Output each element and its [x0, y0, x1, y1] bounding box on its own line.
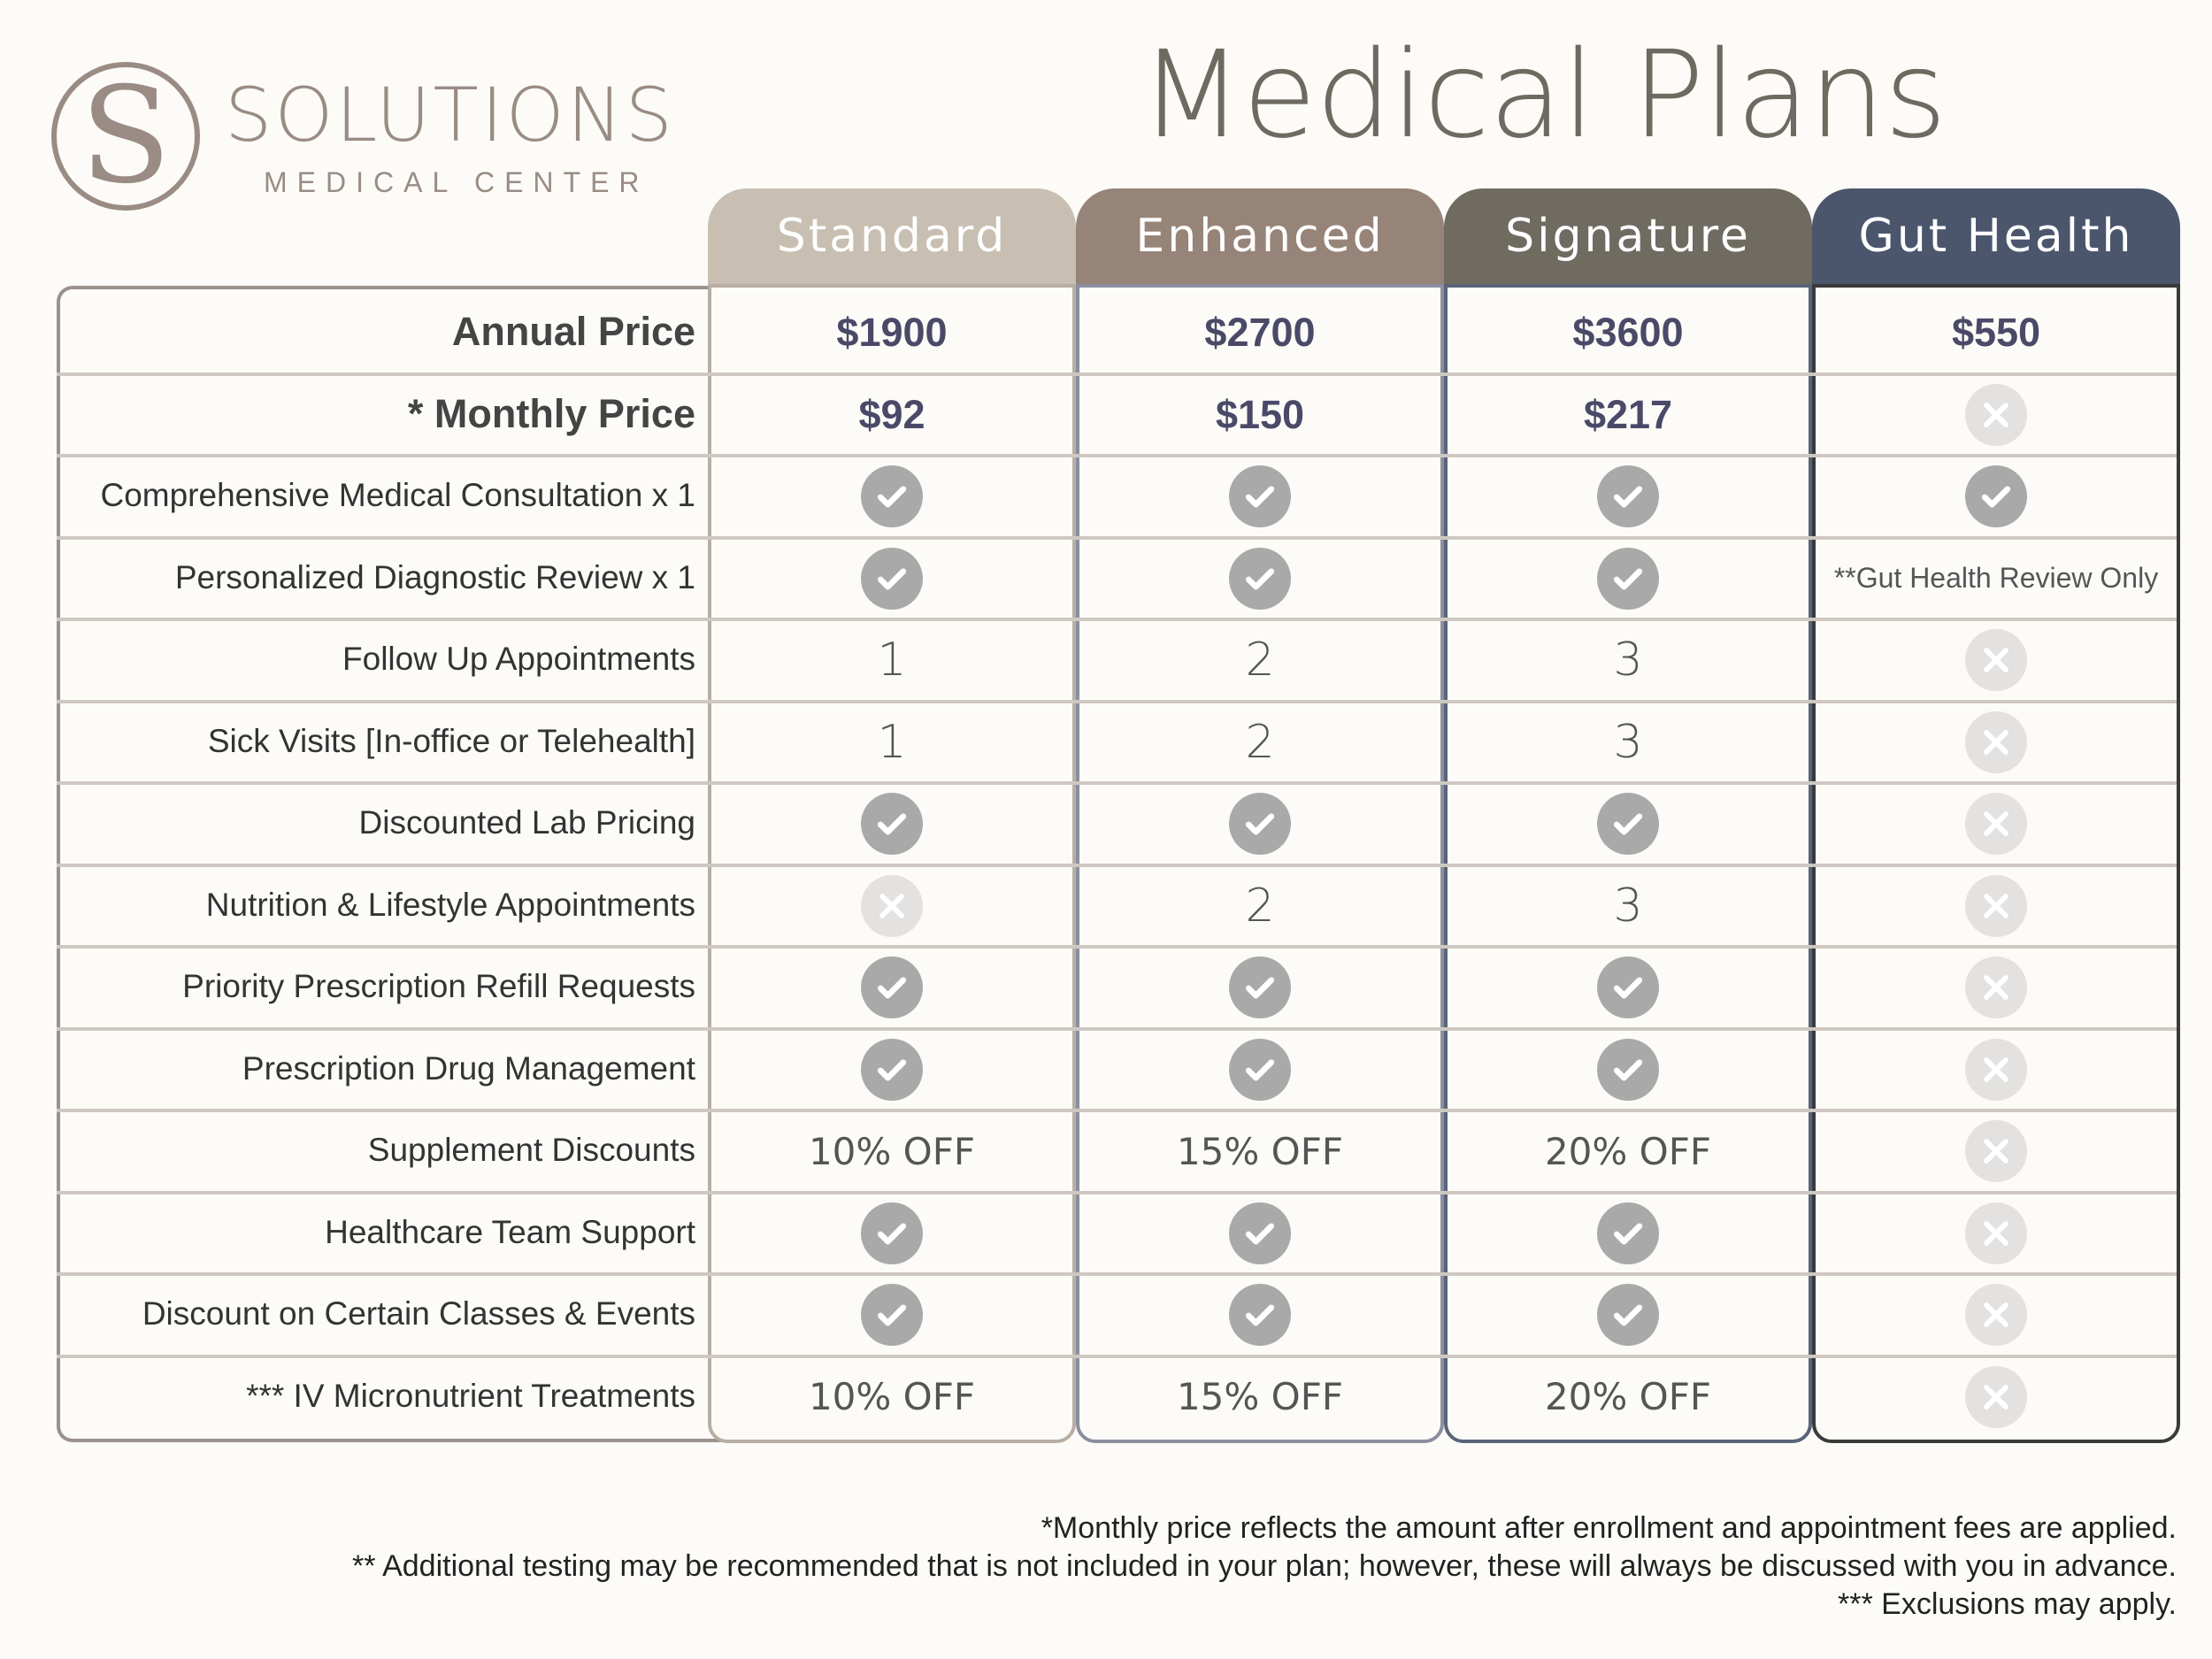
check-circle-icon	[861, 1039, 923, 1101]
plan-cell	[1076, 1193, 1444, 1275]
plan-cell	[1812, 1356, 2180, 1439]
check-circle-icon	[1229, 465, 1291, 527]
plan-cell	[708, 456, 1076, 538]
feature-label: Nutrition & Lifestyle Appointments	[205, 886, 695, 923]
check-circle-icon	[1597, 548, 1659, 610]
plan-cell	[1812, 1193, 2180, 1275]
plan-cell	[1076, 702, 1444, 784]
plan-cell	[1076, 1110, 1444, 1193]
x-circle-icon	[1965, 711, 2027, 773]
x-circle-icon	[1965, 1366, 2027, 1428]
x-circle-icon	[1965, 384, 2027, 446]
cell-value: 2	[1245, 879, 1275, 933]
cell-value: $217	[1583, 391, 1673, 437]
cell-value: $3600	[1572, 310, 1684, 356]
feature-label: Priority Prescription Refill Requests	[182, 968, 695, 1005]
cell-value: 1	[877, 634, 907, 687]
feature-label: Sick Visits [In-office or Telehealth]	[207, 722, 695, 759]
logo	[51, 58, 688, 227]
plan-cell	[1076, 374, 1444, 457]
footnote: ** Additional testing may be recommended that is not included in your plan; however, these will always be discussed with you in advance.	[352, 1549, 2177, 1583]
plan-cell	[708, 1356, 1076, 1439]
brand-subtitle: MEDICAL CENTER	[264, 166, 649, 198]
plan-cell	[1444, 702, 1812, 784]
x-circle-icon	[1965, 793, 2027, 855]
cell-value: $1900	[836, 310, 948, 356]
footnote: *Monthly price reflects the amount after enrollment and appointment fees are applied.	[1041, 1511, 2177, 1545]
plan-cell	[708, 619, 1076, 702]
plan-cell	[1812, 1029, 2180, 1111]
plan-cell	[708, 947, 1076, 1029]
plan-cell	[1444, 292, 1812, 374]
x-circle-icon	[1965, 1284, 2027, 1346]
cell-value: $92	[858, 391, 926, 437]
logo-letter: S	[80, 59, 172, 213]
plan-cell	[1812, 292, 2180, 374]
feature-label: Discounted Lab Pricing	[358, 804, 695, 841]
cell-value: 15% OFF	[1176, 1129, 1344, 1173]
feature-label: Healthcare Team Support	[325, 1213, 695, 1250]
plan-cell	[1444, 374, 1812, 457]
check-circle-icon	[1597, 1039, 1659, 1101]
cell-value: 20% OFF	[1544, 1129, 1712, 1173]
plan-cell	[1812, 456, 2180, 538]
x-circle-icon	[1965, 956, 2027, 1018]
plan-cell	[1812, 865, 2180, 948]
check-circle-icon	[1229, 548, 1291, 610]
plan-cell	[708, 538, 1076, 620]
check-circle-icon	[1597, 1202, 1659, 1264]
x-circle-icon	[1965, 1202, 2027, 1264]
plan-cell	[1812, 947, 2180, 1029]
plan-cell	[1812, 374, 2180, 457]
cell-value: 1	[877, 715, 907, 769]
plan-cell	[1444, 1029, 1812, 1111]
plan-cell	[708, 1110, 1076, 1193]
plan-header: Signature	[1444, 188, 1812, 284]
cell-value: 10% OFF	[808, 1129, 976, 1173]
plan-cell	[1444, 1110, 1812, 1193]
plan-cell	[1444, 538, 1812, 620]
plan-cell	[708, 1029, 1076, 1111]
cell-value: 2	[1245, 715, 1275, 769]
feature-label: Discount on Certain Classes & Events	[142, 1295, 695, 1333]
check-circle-icon	[861, 793, 923, 855]
check-circle-icon	[1229, 793, 1291, 855]
plan-cell	[1076, 619, 1444, 702]
plan-cell	[1076, 538, 1444, 620]
plan-cell	[708, 1193, 1076, 1275]
check-circle-icon	[1597, 465, 1659, 527]
plan-cell	[1444, 865, 1812, 948]
cell-value: $2700	[1204, 310, 1316, 356]
plan-cell	[708, 783, 1076, 865]
plan-cell	[708, 865, 1076, 948]
plan-header: Standard	[708, 188, 1076, 284]
cell-value: 10% OFF	[808, 1375, 976, 1419]
plan-cell	[1812, 538, 2180, 620]
plan-cell	[1076, 1029, 1444, 1111]
check-circle-icon	[1965, 465, 2027, 527]
cell-value: 3	[1613, 715, 1643, 769]
plan-cell	[1076, 865, 1444, 948]
check-circle-icon	[1229, 1039, 1291, 1101]
plan-cell	[1812, 1274, 2180, 1356]
check-circle-icon	[1597, 956, 1659, 1018]
check-circle-icon	[1597, 1284, 1659, 1346]
feature-label: Personalized Diagnostic Review x 1	[174, 558, 695, 595]
brand-name: SOLUTIONS	[225, 72, 675, 158]
plan-cell	[1812, 783, 2180, 865]
plan-cell	[1444, 1356, 1812, 1439]
x-circle-icon	[1965, 1120, 2027, 1182]
check-circle-icon	[861, 1284, 923, 1346]
feature-label: *** IV Micronutrient Treatments	[246, 1377, 695, 1414]
plan-cell	[1076, 456, 1444, 538]
plan-cell	[1076, 1356, 1444, 1439]
plan-cell	[1812, 1110, 2180, 1193]
check-circle-icon	[861, 465, 923, 527]
plan-cell	[1444, 947, 1812, 1029]
plan-cell	[1076, 1274, 1444, 1356]
feature-label: Annual Price	[451, 309, 695, 355]
x-circle-icon	[861, 875, 923, 937]
plan-cell	[1076, 783, 1444, 865]
cell-value: 15% OFF	[1176, 1375, 1344, 1419]
x-circle-icon	[1965, 875, 2027, 937]
plan-cell	[708, 1274, 1076, 1356]
plan-header: Gut Health	[1812, 188, 2180, 284]
feature-label: Prescription Drug Management	[242, 1049, 695, 1087]
cell-value: 20% OFF	[1544, 1375, 1712, 1419]
cell-value: 3	[1613, 634, 1643, 687]
plan-cell	[1076, 947, 1444, 1029]
plan-cell	[1076, 292, 1444, 374]
feature-label: * Monthly Price	[407, 390, 695, 436]
plan-cell	[1812, 702, 2180, 784]
check-circle-icon	[861, 548, 923, 610]
cell-value: **Gut Health Review Only	[1833, 562, 2159, 595]
x-circle-icon	[1965, 1039, 2027, 1101]
plan-cell	[708, 374, 1076, 457]
plan-cell	[708, 292, 1076, 374]
feature-label: Follow Up Appointments	[342, 641, 695, 678]
plan-header: Enhanced	[1076, 188, 1444, 284]
feature-label: Supplement Discounts	[367, 1132, 695, 1169]
cell-value: $550	[1951, 310, 2041, 356]
check-circle-icon	[1229, 1202, 1291, 1264]
plan-cell	[1812, 619, 2180, 702]
plan-cell	[1444, 783, 1812, 865]
check-circle-icon	[1229, 1284, 1291, 1346]
cell-value: 2	[1245, 634, 1275, 687]
check-circle-icon	[861, 1202, 923, 1264]
check-circle-icon	[1597, 793, 1659, 855]
feature-label: Comprehensive Medical Consultation x 1	[100, 477, 695, 514]
check-circle-icon	[1229, 956, 1291, 1018]
check-circle-icon	[861, 956, 923, 1018]
plan-cell	[1444, 1193, 1812, 1275]
cell-value: 3	[1613, 879, 1643, 933]
plan-cell	[708, 702, 1076, 784]
cell-value: $150	[1215, 391, 1305, 437]
page-title: Medical Plans	[1140, 26, 1947, 165]
footnote: *** Exclusions may apply.	[1838, 1587, 2177, 1621]
plan-cell	[1444, 1274, 1812, 1356]
x-circle-icon	[1965, 629, 2027, 691]
plan-cell	[1444, 619, 1812, 702]
plan-cell	[1444, 456, 1812, 538]
